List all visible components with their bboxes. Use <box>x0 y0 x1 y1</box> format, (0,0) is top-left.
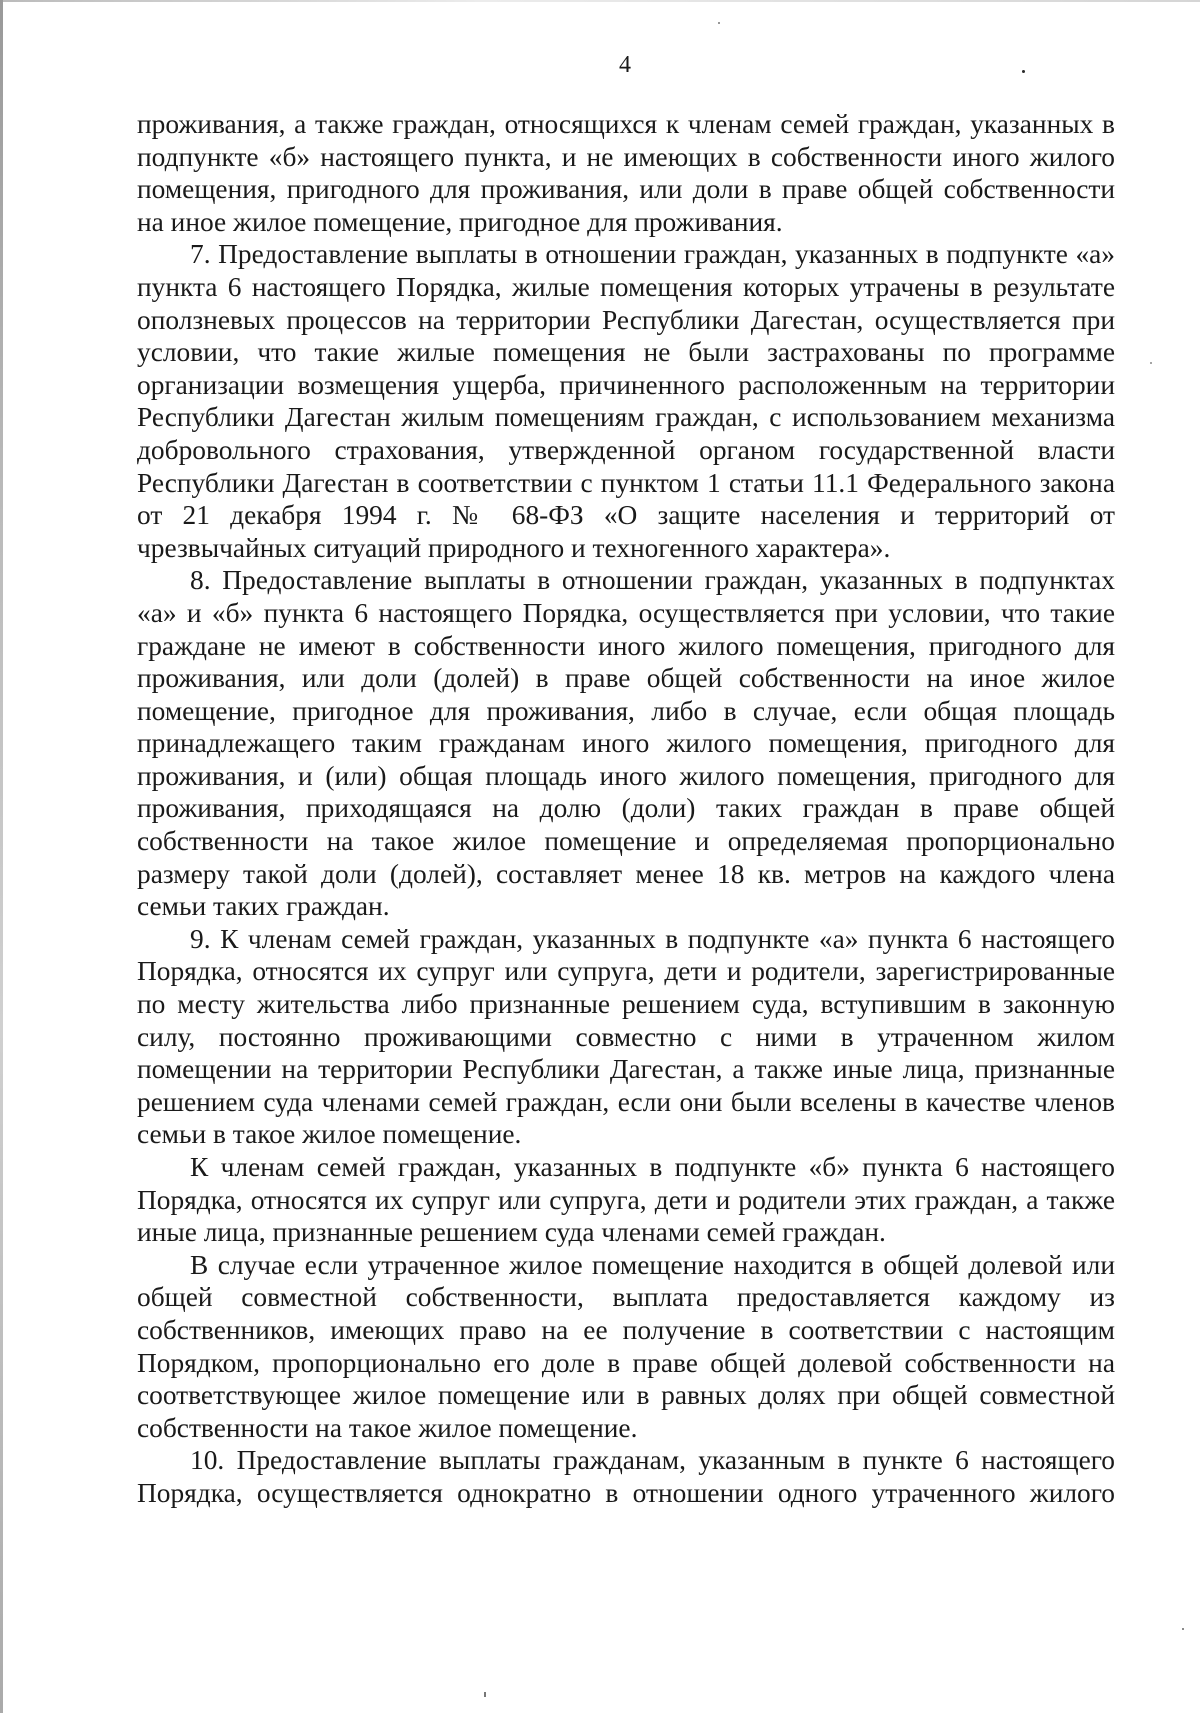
scan-edge-top <box>0 0 1200 2</box>
paragraph-9-shared-ownership: В случае если утраченное жилое помещение находится в общей долевой или общей совместной собственности, выплата предоставляется каждому из собственников, имеющих право на ее получение в соответствии с настоящим Порядком, пропорционально его доле в праве общей долевой собственности на соответствующее жилое помещение или в равных долях при общей совместной собственности на такое жилое помещение. <box>137 1249 1115 1443</box>
paragraph-continuation: проживания, а также граждан, относящихся к членам семей граждан, указанных в подпункте «б» настоящего пункта, и не имеющих в собственности иного жилого помещения, пригодного для проживания, или доли в праве общей собственности на иное жилое помещение, пригодное для проживания. <box>137 109 1115 237</box>
scan-speck <box>1150 362 1152 364</box>
paragraph-9: 9. К членам семей граждан, указанных в подпункте «а» пункта 6 настоящего Порядка, относятся их супруг или супруга, дети и родители, зарегистрированные по месту жительства либо признанные решением суда, вступившим в законную силу, постоянно проживающими совместно с ними в утраченном жилом помещении на территории Республики Дагестан, а также иные лица, признанные решением суда членами семей граждан, если они были вселены в качестве членов семьи в такое жилое помещение. <box>137 923 1115 1150</box>
paragraph-7: 7. Предоставление выплаты в отношении граждан, указанных в подпункте «а» пункта 6 настоящего Порядка, жилые помещения которых утрачены в результате оползневых процессов на территории Республики Дагестан, осуществляется при условии, что такие жилые помещения не были застрахованы по программе организации возмещения ущерба, причиненного расположенным на территории Республики Дагестан жилым помещениям граждан, с использованием механизма добровольного страхования, утвержденной органом государственной власти Республики Дагестан в соответствии с пунктом 1 статьи 11.1 Федерального закона от 21 декабря 1994 г. № 68-ФЗ «О защите населения и территорий от чрезвычайных ситуаций природного и техногенного характера». <box>137 239 1115 563</box>
paragraph-9-family-b: К членам семей граждан, указанных в подпункте «б» пункта 6 настоящего Порядка, относятся их супруг или супруга, дети и родители этих граждан, а также иные лица, признанные решением суда членами семей граждан. <box>137 1152 1115 1248</box>
paragraph-10: 10. Предоставление выплаты гражданам, указанным в пункте 6 настоящего Порядка, осуществляется однократно в отношении одного утраченного жилого <box>137 1445 1115 1508</box>
scan-edge-left <box>0 0 3 1713</box>
scan-speck <box>718 22 720 24</box>
document-body <box>137 108 1115 1510</box>
scan-speck <box>1182 1628 1184 1630</box>
paragraph-8: 8. Предоставление выплаты в отношении граждан, указанных в подпунктах «а» и «б» пункта 6 настоящего Порядка, осуществляется при условии, что такие граждане не имеют в собственности иного жилого помещения, пригодного для проживания, или доли (долей) в праве общей собственности на иное жилое помещение, пригодное для проживания, либо в случае, если общая площадь принадлежащего таким гражданам иного жилого помещения, пригодного для проживания, и (или) общая площадь иного жилого помещения, пригодного для проживания, приходящаяся на долю (доли) таких граждан в праве общей собственности на такое жилое помещение и определяемая пропорционально размеру такой доли (долей), составляет менее 18 кв. метров на каждого члена семьи таких граждан. <box>137 565 1115 922</box>
page-number: 4 <box>619 52 631 78</box>
scan-speck <box>1022 70 1025 73</box>
scan-speck <box>484 1692 486 1697</box>
